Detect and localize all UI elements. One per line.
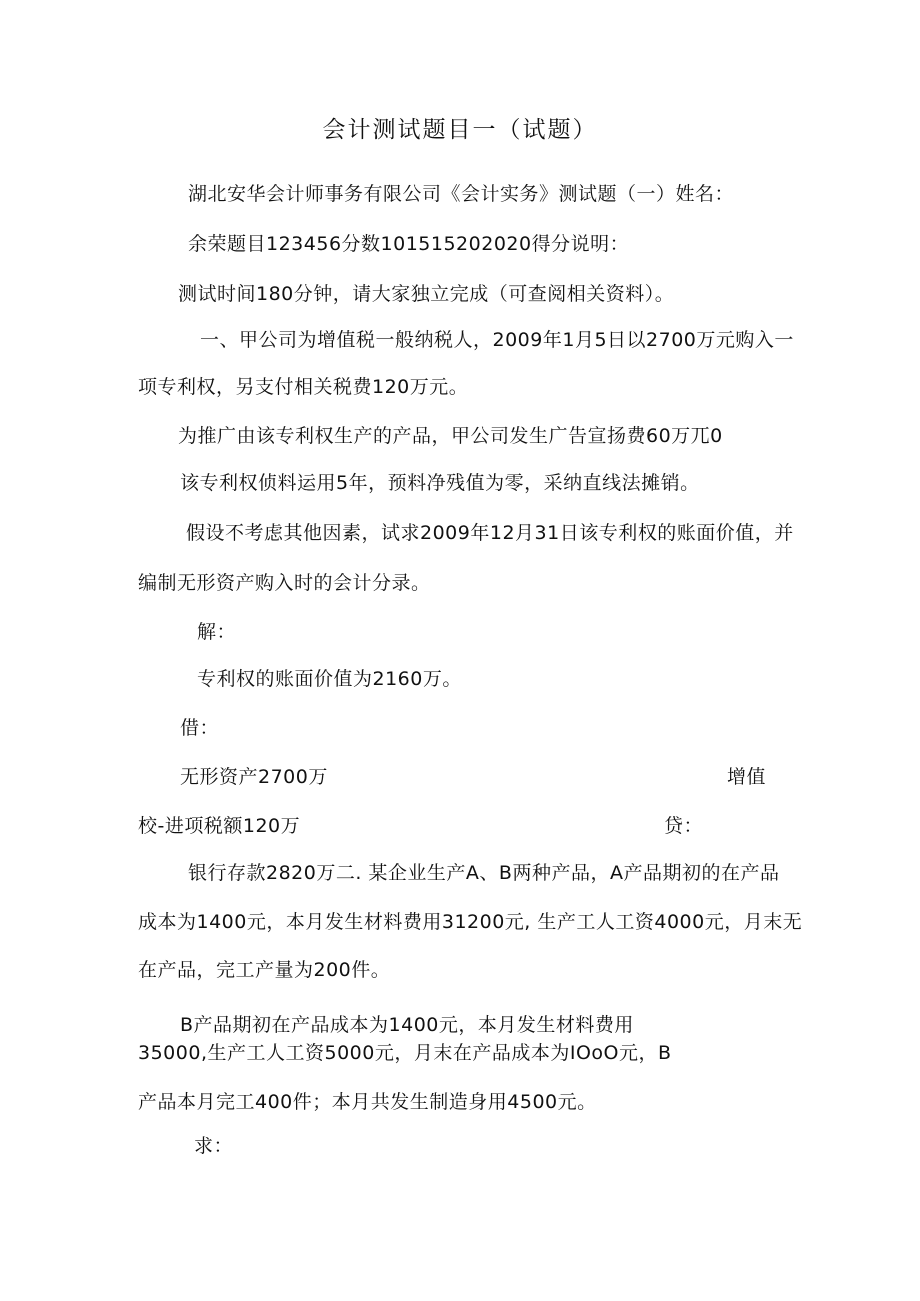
q2-line-5: 35000,生产工人工资5000元，月末在产品成本为IOoO元，B [138,1042,672,1064]
solution-label: 解： [197,621,237,643]
entry-1-left: 无形资产2700万 [180,766,328,788]
document-title: 会计测试题目一（试题） [322,117,598,143]
header-line-1: 湖北安华会计师事务有限公司《会计实务》测试题（一）姓名： [188,183,735,205]
q2-line-3: 在产品，完工产量为200件。 [138,959,391,981]
q2-line-2: 成本为1400元，本月发生材料费用31200元, 生产工人工资4000元，月末无 [138,911,803,933]
q2-line-6: 产品本月完工400件；本月共发生制造身用4500元。 [138,1091,597,1113]
debit-label: 借： [180,717,220,739]
entry-2-left: 校-进项税额120万 [138,815,301,837]
entry-2-right: 贷： [664,815,704,837]
q1-line-4: 该专利权侦料运用5年，预料净残值为零，采纳直线法摊销。 [180,472,700,494]
solution-value: 专利权的账面价值为2160万。 [197,668,462,690]
header-line-2: 余荣题目123456分数101515202020得分说明： [188,233,630,255]
instructions-line: 测试时间180分钟，请大家独立完成（可查阅相关资料）。 [178,283,675,305]
entry-1-right: 增值 [727,766,767,788]
q1-line-1: 一、甲公司为增值税一般纳税人，2009年1月5日以2700万元购入一 [200,329,794,351]
q1-line-2: 项专利权，另支付相关税费120万元。 [138,376,469,398]
q1-line-6: 编制无形资产购入时的会计分录。 [138,572,431,594]
ask-label: 求： [194,1135,234,1157]
q2-line-1: 银行存款2820万二. 某企业生产A、B两种产品，A产品期初的在产品 [188,862,780,884]
q2-line-4: B产品期初在产品成本为1400元，本月发生材料费用 [180,1014,634,1036]
q1-line-5: 假设不考虑其他因素，试求2009年12月31日该专利权的账面价值，并 [186,522,794,544]
q1-line-3: 为推广由该专利权生产的产品，甲公司发生广告宣扬费60万兀0 [178,425,723,447]
